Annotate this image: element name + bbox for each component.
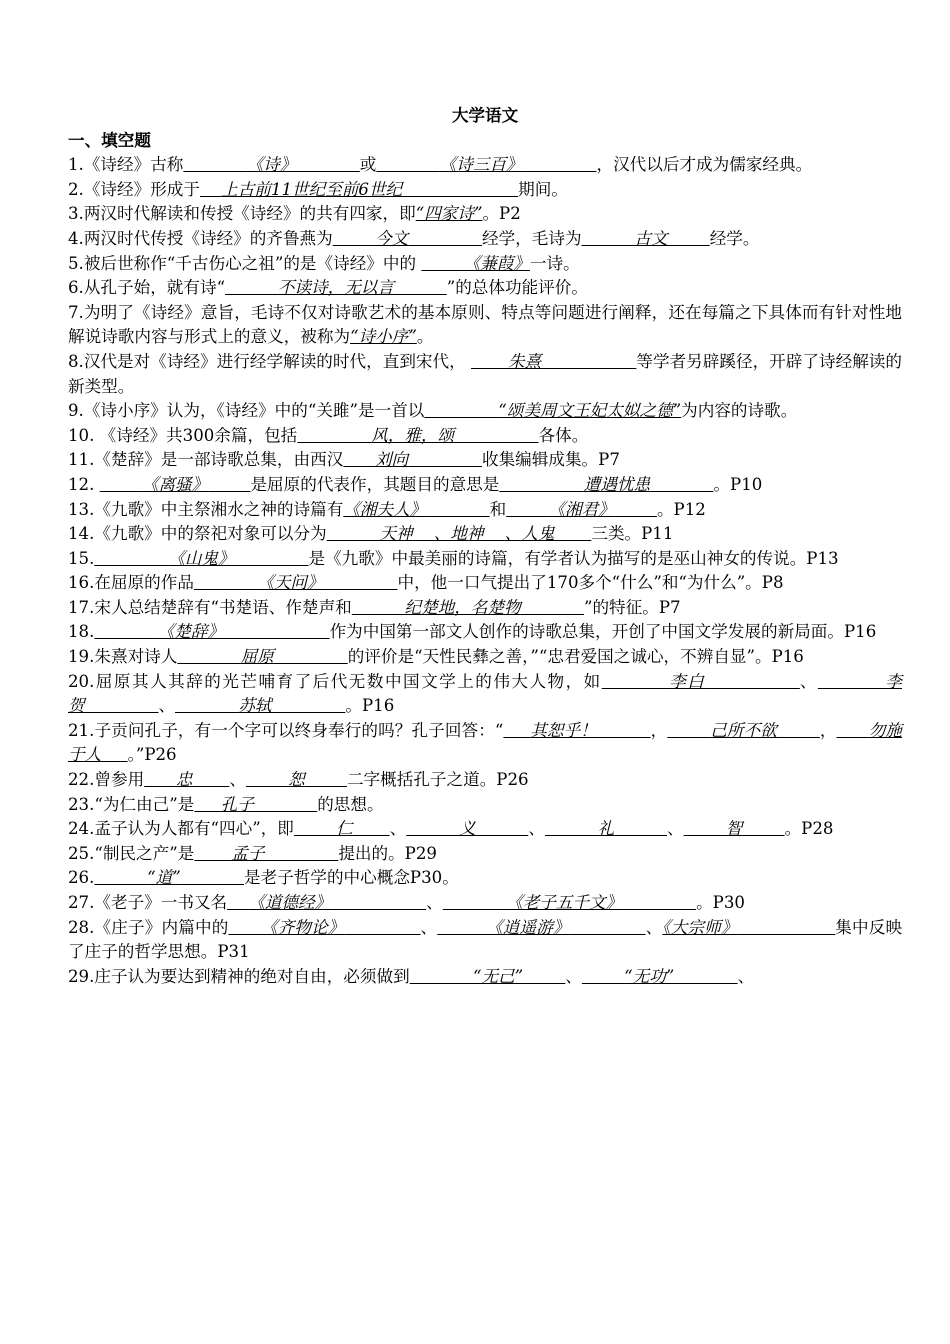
question-text: 的思想。 <box>317 794 384 814</box>
question-number: 28. <box>68 917 95 937</box>
blank-underline <box>200 180 221 199</box>
question-text: 、 <box>420 917 438 937</box>
answer-blank: 李白 <box>669 671 706 691</box>
answer-blank: 《蒹葭》 <box>463 253 530 273</box>
question-text: “制民之产”是 <box>94 843 195 863</box>
blank-underline <box>667 721 710 740</box>
blank-underline <box>353 819 390 838</box>
blank-underline <box>305 770 347 789</box>
question-number: 4. <box>68 228 84 248</box>
answer-blank: 天神 <box>379 524 413 544</box>
answer-blank: 《齐物论》 <box>260 917 345 937</box>
answer-blank: 《老子五千文》 <box>506 893 623 912</box>
question-item <box>68 448 902 473</box>
blank-underline <box>437 918 486 937</box>
question-text: 、 <box>737 966 755 986</box>
blank-underline <box>296 155 359 174</box>
blank-underline <box>394 278 447 297</box>
question-text: ”的特征。P7 <box>583 597 681 617</box>
question-item <box>68 866 902 891</box>
question-item <box>68 301 902 350</box>
question-item <box>68 596 902 621</box>
question-text: 。P10 <box>713 474 763 494</box>
question-text: 或 <box>359 155 377 175</box>
question-text: 。P28 <box>784 819 834 839</box>
blank-underline <box>521 598 584 617</box>
blank-underline <box>177 647 240 666</box>
answer-blank: 义 <box>458 819 476 839</box>
question-number: 11. <box>68 450 95 470</box>
question-item <box>68 178 902 203</box>
question-item <box>68 202 902 227</box>
question-item <box>68 252 902 277</box>
blank-underline <box>674 967 737 986</box>
question-number: 10. <box>68 425 95 445</box>
question-text: 、 <box>645 917 663 937</box>
blank-underline <box>426 500 489 519</box>
question-number: 6. <box>68 278 84 298</box>
blank-underline <box>100 475 142 494</box>
question-text: 《庄子》内篇中的 <box>94 917 229 937</box>
question-text: 是屈原的代表作，其题目的意思是 <box>250 474 500 494</box>
question-text: 提出的。P29 <box>338 843 437 863</box>
answer-blank: 《诗三百》 <box>439 155 523 175</box>
question-text: 二字概括孔子之道。P26 <box>346 770 529 790</box>
blank-underline <box>582 967 624 986</box>
question-text: 。P30 <box>696 893 745 912</box>
answer-blank: 古文 <box>634 228 668 248</box>
question-text: 从孔子始，就有诗“ <box>83 278 226 298</box>
question-text: 《诗经》古称 <box>83 155 184 175</box>
question-number: 12. <box>68 474 95 494</box>
question-number: 20. <box>68 671 95 691</box>
question-number: 17. <box>68 597 95 617</box>
section-heading: 一、填空题 <box>68 130 151 150</box>
question-number: 29. <box>68 966 95 986</box>
blank-underline <box>602 672 669 691</box>
question-text: 。”P26 <box>127 745 177 765</box>
blank-underline <box>274 647 348 666</box>
question-number: 19. <box>68 647 95 667</box>
answer-blank: 《大宗师》 <box>662 917 738 937</box>
question-text: 《诗小序》认为，《诗经》中的“关雎”是一首以 <box>83 401 425 421</box>
answer-blank: 、地神 <box>433 524 484 544</box>
question-text: 两汉时代传授《诗经》的齐鲁燕为 <box>83 228 333 248</box>
question-text: 。 <box>416 327 434 347</box>
blank-underline <box>254 795 317 814</box>
blank-underline <box>343 450 375 469</box>
blank-underline <box>402 180 518 199</box>
blank-underline <box>94 622 157 641</box>
question-item <box>68 793 902 818</box>
answer-blank: 风，雅，颂 <box>371 425 455 445</box>
question-text: 中，他一口气提出了170多个“什么”和“为什么”。P8 <box>397 573 784 593</box>
question-text: 。P16 <box>345 696 395 716</box>
answer-blank: 礼 <box>597 819 615 839</box>
answer-blank: 《楚辞》 <box>157 622 225 642</box>
answer-blank: 《诗》 <box>246 155 297 175</box>
blank-underline <box>554 524 591 543</box>
question-text: 作为中国第一部文人创作的诗歌总集，开创了中国文学发展的新局面。P16 <box>329 622 877 642</box>
question-item <box>68 547 902 572</box>
blank-underline <box>413 524 434 543</box>
question-text: “为仁由己”是 <box>94 794 195 814</box>
question-text: 屈原其人其辞的光芒哺育了后代无数中国文学上的伟大人物，如 <box>94 671 602 691</box>
blank-underline <box>246 770 288 789</box>
blank-underline <box>352 598 405 617</box>
blank-underline <box>144 770 176 789</box>
blank-underline <box>705 672 799 691</box>
blank-underline <box>484 524 505 543</box>
question-text: ，汉代以后才成为儒家经典。 <box>596 155 813 175</box>
question-text: 。P12 <box>656 499 706 519</box>
blank-underline <box>235 549 309 568</box>
blank-underline <box>94 868 147 887</box>
document-page <box>68 104 902 989</box>
question-item <box>68 399 902 424</box>
question-number: 3. <box>68 204 84 224</box>
answer-blank: 其恕乎！ <box>530 720 597 740</box>
question-item <box>68 498 902 523</box>
question-text: 等学者另辟蹊径，开辟了诗经解读的新类型。 <box>68 351 903 396</box>
question-number: 9. <box>68 401 84 421</box>
question-number: 14. <box>68 524 95 544</box>
blank-underline <box>684 819 726 838</box>
blank-underline <box>622 893 696 912</box>
answer-blank: 纪楚地，名楚物 <box>404 597 521 617</box>
blank-underline <box>181 868 244 887</box>
blank-underline <box>837 721 869 740</box>
answer-blank: 智 <box>725 819 743 839</box>
blank-underline <box>345 918 421 937</box>
question-text: 、 <box>528 819 545 839</box>
answer-blank: 上古前11世纪至前6世纪 <box>221 179 403 199</box>
question-text: 庄子认为要达到精神的绝对自由，必须做到 <box>94 966 410 986</box>
question-text: 《九歌》中主祭湘水之神的诗篇有 <box>94 499 344 519</box>
blank-underline <box>333 229 375 248</box>
answer-blank: 恕 <box>288 770 305 790</box>
question-item <box>68 571 902 596</box>
answer-blank: 忠 <box>175 770 193 790</box>
question-item <box>68 842 902 867</box>
question-text: 经学。 <box>709 228 760 248</box>
answer-blank: 《山鬼》 <box>168 548 235 568</box>
question-text: 被后世称作“千古伤心之祖”的是《诗经》中的 <box>83 253 422 273</box>
blank-underline <box>650 475 713 494</box>
answer-blank: 今文 <box>374 228 409 248</box>
blank-underline <box>570 918 646 937</box>
question-number: 21. <box>68 720 95 740</box>
question-number: 23. <box>68 794 95 814</box>
answer-blank: 《天问》 <box>257 573 324 593</box>
answer-blank: 勿施于人 <box>68 720 903 765</box>
blank-underline <box>777 721 820 740</box>
question-number: 25. <box>68 843 95 863</box>
question-text: 集中反映了庄子的哲学思想。P31 <box>68 917 903 962</box>
question-text: 、 <box>389 819 407 839</box>
question-text: 《诗经》共300余篇，包括 <box>94 425 298 445</box>
question-item <box>68 719 902 768</box>
answer-blank: 《逍遥游》 <box>486 917 570 937</box>
question-number: 7. <box>68 302 84 322</box>
question-text: 、 <box>565 966 582 986</box>
question-text: 在屈原的作品 <box>94 573 194 593</box>
question-number: 2. <box>68 179 84 199</box>
blank-underline <box>85 696 159 715</box>
question-item <box>68 350 902 399</box>
question-item <box>68 620 902 645</box>
question-number: 18. <box>68 622 95 642</box>
question-text: ”的总体功能评价。 <box>446 278 588 298</box>
answer-blank: “诗小序” <box>350 327 417 347</box>
blank-underline <box>476 819 529 838</box>
blank-underline <box>410 967 473 986</box>
question-text: 曾参用 <box>94 770 145 790</box>
blank-underline <box>614 819 667 838</box>
answer-blank: “道” <box>147 868 181 888</box>
blank-underline <box>331 893 426 912</box>
blank-underline <box>421 254 463 273</box>
question-text: 孟子认为人都有“四心”，即 <box>94 819 294 839</box>
blank-underline <box>597 721 651 740</box>
question-text: 是《九歌》中最美丽的诗篇，有学者认为描写的是巫山神女的传说。P13 <box>308 548 839 568</box>
document-title: 大学语文 <box>451 106 519 125</box>
question-list <box>68 153 902 989</box>
question-item <box>68 424 902 449</box>
answer-blank: “颂美周文王妃太姒之德” <box>498 401 682 421</box>
question-text: 《老子》一书又名 <box>94 893 228 912</box>
answer-blank: 李贺 <box>68 671 903 716</box>
question-number: 13. <box>68 499 95 519</box>
answer-blank: 遭遇忧患 <box>583 474 651 494</box>
answer-blank: 《湘君》 <box>548 499 615 519</box>
blank-underline <box>503 721 530 740</box>
question-text: 是老子哲学的中心概念P30。 <box>244 868 459 888</box>
question-text: 为明了《诗经》意旨，毛诗不仅对诗歌艺术的基本原则、特点等问题进行阐释，还在每篇之下具体而有针对性地解说诗歌内容与形式上的意义，被称为 <box>68 302 902 347</box>
question-text: 、 <box>229 770 246 790</box>
question-text: 一诗。 <box>529 253 580 273</box>
blank-underline <box>175 696 238 715</box>
blank-underline <box>224 622 330 641</box>
blank-underline <box>406 819 459 838</box>
blank-underline <box>523 967 565 986</box>
question-item <box>68 276 902 301</box>
answer-blank: 屈原 <box>240 647 274 667</box>
question-item <box>68 522 902 547</box>
question-text: 子贡问孔子，有一个字可以终身奉行的吗？孔子回答：“ <box>94 720 504 740</box>
blank-underline <box>582 229 635 248</box>
blank-underline <box>541 352 636 371</box>
blank-underline <box>264 844 338 863</box>
question-text: ， <box>650 720 668 740</box>
blank-underline <box>192 770 229 789</box>
answer-blank: 朱熹 <box>508 351 542 371</box>
answer-blank: 孟子 <box>231 843 265 863</box>
question-text: 收集编辑成集。P7 <box>482 450 620 470</box>
blank-underline <box>194 844 231 863</box>
answer-blank: 、人鬼 <box>504 524 555 544</box>
question-number: 22. <box>68 770 95 790</box>
answer-blank: 刘向 <box>374 450 409 470</box>
blank-underline <box>297 426 371 445</box>
answer-blank: 《离骚》 <box>141 474 209 494</box>
blank-underline <box>294 819 336 838</box>
answer-blank: 不读诗，无以言 <box>277 278 394 298</box>
question-item <box>68 670 902 719</box>
question-item <box>68 473 902 498</box>
question-text: 《九歌》中的祭祀对象可以分为 <box>94 524 327 544</box>
question-text: 期间。 <box>518 179 568 199</box>
blank-underline <box>742 819 784 838</box>
question-number: 8. <box>68 351 84 371</box>
question-number: 24. <box>68 819 95 839</box>
question-item <box>68 916 902 965</box>
blank-underline <box>194 573 257 592</box>
question-text: 经学，毛诗为 <box>482 228 582 248</box>
blank-underline <box>424 401 498 420</box>
answer-blank: “四家诗” <box>415 204 483 224</box>
question-text: ， <box>819 720 837 740</box>
question-item <box>68 965 902 990</box>
question-text: 、 <box>799 671 818 691</box>
blank-underline <box>194 795 220 814</box>
blank-underline <box>228 918 261 937</box>
blank-underline <box>408 450 482 469</box>
question-item <box>68 645 902 670</box>
blank-underline <box>225 278 278 297</box>
question-number: 26. <box>68 868 95 888</box>
blank-underline <box>818 672 885 691</box>
question-text: 《楚辞》是一部诗歌总集，由西汉 <box>94 450 344 470</box>
question-text: 的评价是“天性民彝之善，”“忠君爱国之诚心，不辨自显”。P16 <box>347 647 804 667</box>
blank-underline <box>738 918 836 937</box>
answer-blank: 《湘夫人》 <box>343 499 427 519</box>
blank-underline <box>227 893 248 912</box>
question-text: 宋人总结楚辞有“书楚语、作楚声和 <box>94 597 352 617</box>
answer-blank: 《道德经》 <box>248 893 332 912</box>
answer-blank: 苏轼 <box>238 696 272 716</box>
question-text: 。P2 <box>482 204 521 224</box>
blank-underline <box>454 426 538 445</box>
question-text: 、 <box>426 893 443 912</box>
blank-underline <box>443 893 506 912</box>
blank-underline <box>324 573 398 592</box>
question-text: 、 <box>667 819 684 839</box>
question-text: 三类。P11 <box>591 524 674 544</box>
question-text: 两汉时代解读和传授《诗经》的共有四家，即 <box>83 204 416 224</box>
answer-blank: 己所不欲 <box>710 720 777 740</box>
blank-underline <box>615 500 657 519</box>
answer-blank: “无功” <box>624 966 675 986</box>
blank-underline <box>545 819 598 838</box>
blank-underline <box>668 229 710 248</box>
answer-blank: “无己” <box>472 966 524 986</box>
question-item <box>68 817 902 842</box>
question-text: 、 <box>158 696 176 716</box>
question-number: 15. <box>68 548 95 568</box>
blank-underline <box>506 500 548 519</box>
question-text: 朱熹对诗人 <box>94 647 178 667</box>
blank-underline <box>499 475 583 494</box>
blank-underline <box>208 475 250 494</box>
question-text: 和 <box>489 499 507 519</box>
question-text: 汉代是对《诗经》进行经学解读的时代，直到宋代， <box>83 351 472 371</box>
question-item <box>68 153 902 178</box>
answer-blank: 仁 <box>336 819 353 839</box>
question-item <box>68 227 902 252</box>
question-number: 27. <box>68 893 95 912</box>
blank-underline <box>327 524 380 543</box>
question-text: 各体。 <box>538 425 589 445</box>
question-number: 5. <box>68 253 84 273</box>
blank-underline <box>408 229 482 248</box>
question-number: 1. <box>68 155 84 175</box>
blank-underline <box>94 549 168 568</box>
blank-underline <box>471 352 508 371</box>
question-text: 为内容的诗歌。 <box>681 401 798 421</box>
blank-underline <box>272 696 346 715</box>
answer-blank: 孔子 <box>220 794 254 814</box>
question-number: 16. <box>68 573 95 593</box>
blank-underline <box>183 155 246 174</box>
question-item <box>68 768 902 793</box>
blank-underline <box>523 155 597 174</box>
blank-underline <box>101 745 127 764</box>
question-text: 《诗经》形成于 <box>83 179 200 199</box>
blank-underline <box>376 155 439 174</box>
question-item <box>68 891 902 916</box>
